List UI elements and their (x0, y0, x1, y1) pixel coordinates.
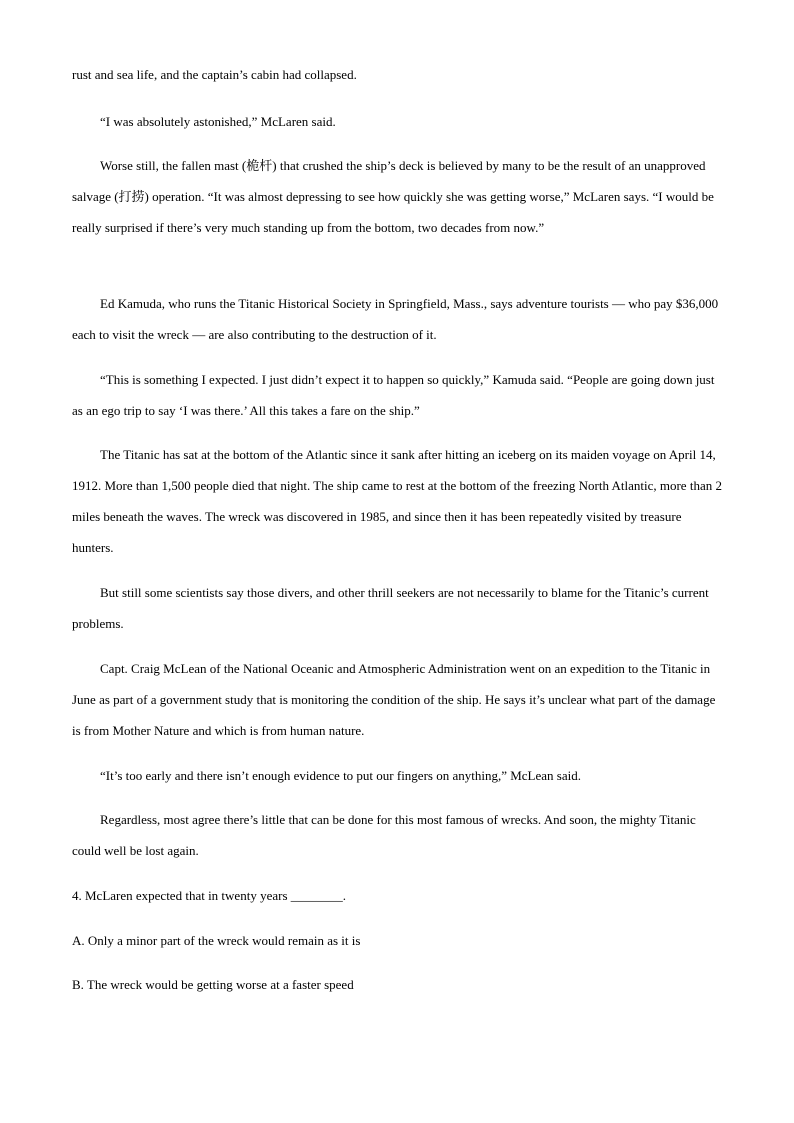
paragraph-8: Capt. Craig McLean of the National Oceanic and Atmospheric Administration went on an expedition to the Titanic in June as part of a government study that is monitoring the condition of the ship. He says it’s unclear what part of the damage is from Mother Nature and which is from human nature. (72, 661, 716, 738)
option-a: A. Only a minor part of the wreck would remain as it is (72, 933, 361, 948)
option-b: B. The wreck would be getting worse at a faster speed (72, 977, 354, 992)
paragraph-2: “I was absolutely astonished,” McLaren said. (100, 114, 336, 129)
paragraph-9: “It’s too early and there isn’t enough evidence to put our fingers on anything,” McLean said. (100, 768, 581, 783)
paragraph-7: But still some scientists say those divers, and other thrill seekers are not necessarily to blame for the Titanic’s current problems. (72, 585, 709, 631)
paragraph-3: Worse still, the fallen mast (桅杆) that crushed the ship’s deck is believed by many to be the result of an unapproved salvage (打捞) operation. “It was almost depressing to see how quickly she was getting worse,” McLaren says. “I would be really surprised if there’s very much standing up from the bottom, two decades from now.” (72, 158, 714, 235)
paragraph-5: “This is something I expected. I just didn’t expect it to happen so quickly,” Kamuda said. “People are going down just as an ego trip to say ‘I was there.’ All this takes a fare on the ship.” (72, 372, 715, 418)
paragraph-4: Ed Kamuda, who runs the Titanic Historical Society in Springfield, Mass., says adventure tourists — who pay $36,000 each to visit the wreck — are also contributing to the destruction of it. (72, 296, 719, 342)
paragraph-1: rust and sea life, and the captain’s cabin had collapsed. (72, 67, 357, 82)
paragraph-10: Regardless, most agree there’s little that can be done for this most famous of wrecks. And soon, the mighty Titanic could well be lost again. (72, 812, 696, 858)
question-stem: 4. McLaren expected that in twenty years ________. (72, 888, 346, 903)
paragraph-6: The Titanic has sat at the bottom of the Atlantic since it sank after hitting an iceberg on its maiden voyage on April 14, 1912. More than 1,500 people died that night. The ship came to rest at the bottom of the freezing North Atlantic, more than 2 miles beneath the waves. The wreck was discovered in 1985, and since then it has been repeatedly visited by treasure hunters. (72, 447, 722, 555)
